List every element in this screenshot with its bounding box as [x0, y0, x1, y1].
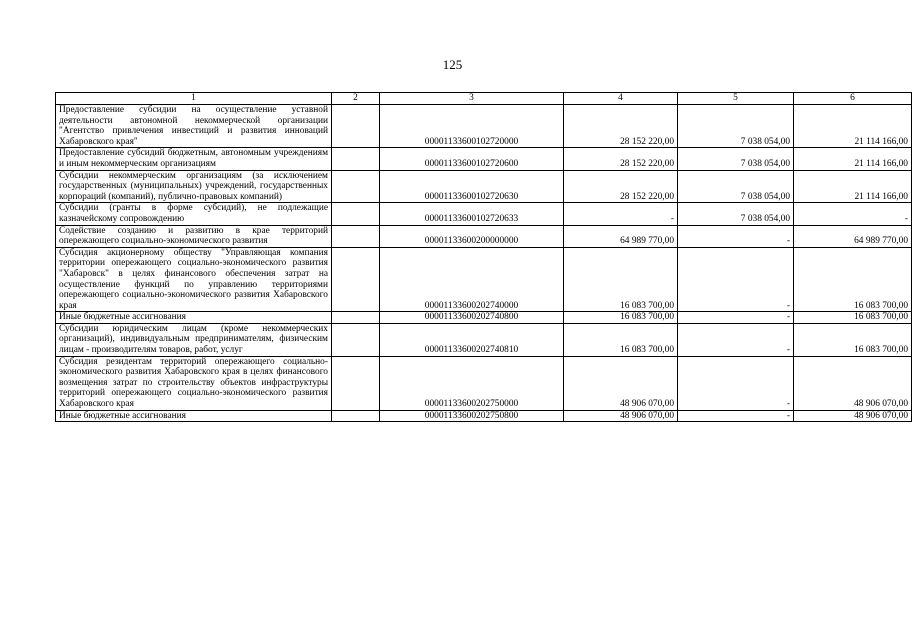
row-code: 00001133600202740810: [380, 323, 564, 356]
table-row: [56, 356, 912, 410]
row-value-6: 16 083 700,00: [794, 312, 912, 324]
row-value-4: 48 906 070,00: [564, 410, 678, 422]
row-name: Содействие созданию и развитию в крае территорий опережающего социально-экономического развития: [56, 225, 332, 247]
row-col2: [332, 170, 380, 203]
table-row: [56, 170, 912, 203]
column-header-4: 4: [564, 93, 678, 105]
row-value-5: -: [678, 247, 794, 312]
row-value-6: 16 083 700,00: [794, 323, 912, 356]
row-col2: [332, 410, 380, 422]
row-value-5: -: [678, 356, 794, 410]
column-header-6: 6: [794, 93, 912, 105]
row-name: Субсидии юридическим лицам (кроме некоммерческих организаций), индивидуальным предпринимателям, физическим лицам - производителям товаров, работ, услуг: [56, 323, 332, 356]
column-header-2: 2: [332, 93, 380, 105]
row-value-5: -: [678, 225, 794, 247]
table-header: [56, 93, 912, 105]
row-value-6: 21 114 166,00: [794, 148, 912, 170]
page-number: 125: [442, 57, 463, 72]
row-code: 00001133600102720000: [380, 105, 564, 148]
row-name: Субсидия акционерному обществу "Управляющая компания территории опережающего социально-экономического развития "Хабаровск" в целях финансового обеспечения затрат на осуществление функций по управлению территориями опережающего социально-экономического развития Хабаровского края: [56, 247, 332, 312]
row-code: 00001133600202750800: [380, 410, 564, 422]
row-value-5: 7 038 054,00: [678, 148, 794, 170]
row-col2: [332, 247, 380, 312]
row-code: 00001133600102720630: [380, 170, 564, 203]
table-row: [56, 148, 912, 170]
row-code: 00001133600202750000: [380, 356, 564, 410]
row-code: 00001133600102720633: [380, 203, 564, 225]
row-name: Субсидии (гранты в форме субсидий), не подлежащие казначейскому сопровождению: [56, 203, 332, 225]
row-code: 00001133600202740800: [380, 312, 564, 324]
row-value-4: 28 152 220,00: [564, 148, 678, 170]
row-value-6: 48 906 070,00: [794, 410, 912, 422]
row-col2: [332, 312, 380, 324]
table-row: [56, 312, 912, 324]
row-col2: [332, 203, 380, 225]
row-value-6: 21 114 166,00: [794, 170, 912, 203]
row-value-4: 64 989 770,00: [564, 225, 678, 247]
row-name: Субсидия резидентам территорий опережающего социально-экономического развития Хабаровского края в целях финансового возмещения затрат по строительству объектов инфраструктуры территорий опережающего социально-экономического развития Хабаровского края: [56, 356, 332, 410]
row-value-6: 64 989 770,00: [794, 225, 912, 247]
row-value-6: 48 906 070,00: [794, 356, 912, 410]
row-code: 00001133600202740000: [380, 247, 564, 312]
row-value-5: -: [678, 410, 794, 422]
column-header-3: 3: [380, 93, 564, 105]
row-name: Иные бюджетные ассигнования: [56, 410, 332, 422]
row-value-4: 28 152 220,00: [564, 105, 678, 148]
row-code: 00001133600102720600: [380, 148, 564, 170]
row-value-4: -: [564, 203, 678, 225]
row-name: Предоставление субсидии на осуществление уставной деятельности автономной некоммерческой организации "Агентство привлечения инвестиций и развития инноваций Хабаровского края": [56, 105, 332, 148]
row-col2: [332, 356, 380, 410]
row-value-5: -: [678, 312, 794, 324]
table-body: [56, 105, 912, 422]
table-row: [56, 410, 912, 422]
row-code: 00001133600200000000: [380, 225, 564, 247]
row-value-5: 7 038 054,00: [678, 203, 794, 225]
row-value-5: -: [678, 323, 794, 356]
row-value-5: 7 038 054,00: [678, 170, 794, 203]
row-value-6: 16 083 700,00: [794, 247, 912, 312]
table-row: [56, 225, 912, 247]
table-row: [56, 323, 912, 356]
column-header-5: 5: [678, 93, 794, 105]
row-value-5: 7 038 054,00: [678, 105, 794, 148]
row-col2: [332, 225, 380, 247]
header-row: [56, 93, 912, 105]
row-value-4: 16 083 700,00: [564, 323, 678, 356]
row-col2: [332, 105, 380, 148]
row-value-4: 28 152 220,00: [564, 170, 678, 203]
table-row: [56, 247, 912, 312]
row-value-4: 16 083 700,00: [564, 312, 678, 324]
row-name: Иные бюджетные ассигнования: [56, 312, 332, 324]
row-col2: [332, 148, 380, 170]
row-col2: [332, 323, 380, 356]
column-header-1: 1: [56, 93, 332, 105]
row-value-6: 21 114 166,00: [794, 105, 912, 148]
table-row: [56, 203, 912, 225]
row-value-4: 16 083 700,00: [564, 247, 678, 312]
budget-table: [55, 92, 912, 422]
row-name: Субсидии некоммерческим организациям (за исключением государственных (муниципальных) учреждений, государственных корпораций (компаний), публично-правовых компаний): [56, 170, 332, 203]
row-value-4: 48 906 070,00: [564, 356, 678, 410]
row-name: Предоставление субсидий бюджетным, автономным учреждениям и иным некоммерческим организациям: [56, 148, 332, 170]
table-row: [56, 105, 912, 148]
row-value-6: -: [794, 203, 912, 225]
